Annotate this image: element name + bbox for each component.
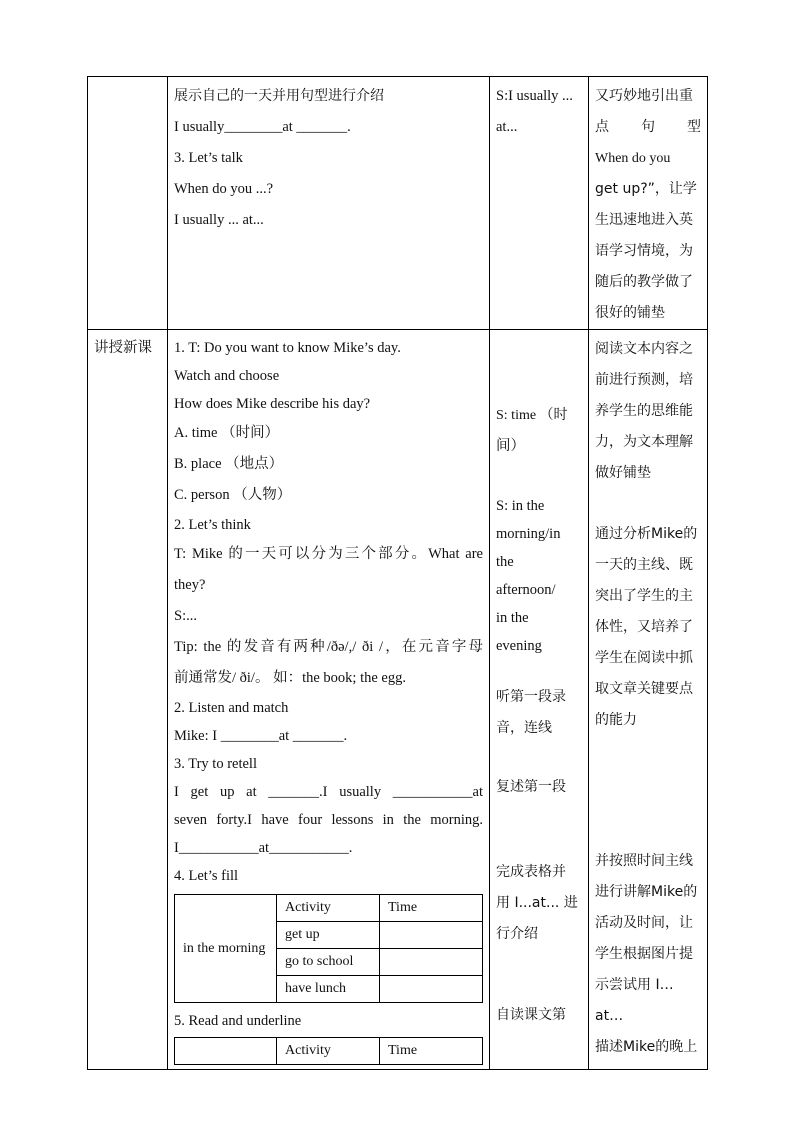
text-line: 很好的铺垫 xyxy=(595,305,665,321)
text-line: 3. Try to retell xyxy=(174,756,257,772)
text-line: 生迅速地进入英 xyxy=(595,212,693,228)
text-line: 2. Listen and match xyxy=(174,700,289,716)
text-line: 点 句 型 xyxy=(595,119,701,135)
stage-cell xyxy=(88,77,168,330)
text-line: at... xyxy=(496,119,518,135)
fill-table-group-cell xyxy=(175,895,277,1003)
text-line: 音，连线 xyxy=(496,720,552,736)
text-line: C. person （人物） xyxy=(174,487,292,503)
text-line: 取文章关键要点 xyxy=(595,681,693,697)
text-line: 前进行预测，培 xyxy=(595,372,693,388)
text-line: get up?”，让学 xyxy=(595,181,697,197)
fill-table-activity-cell: have lunch xyxy=(277,976,380,1003)
text-line: 阅读文本内容之 xyxy=(595,341,693,357)
text-line: S: in the xyxy=(496,498,545,514)
text-line: 学生根据图片提 xyxy=(595,946,693,962)
text-line: 完成表格并 xyxy=(496,864,566,880)
text-line: S:... xyxy=(174,608,197,624)
underline-table-header-time: Time xyxy=(380,1038,483,1065)
text-line: 用 I...at... 进 xyxy=(496,895,578,911)
fill-table-time-cell xyxy=(380,922,483,949)
text-line: 复述第一段 xyxy=(496,779,566,795)
text-line: the xyxy=(496,554,514,570)
text-line: 一天的主线、既 xyxy=(595,557,693,573)
text-line: 描述Mike的晚上 xyxy=(595,1039,698,1055)
text-line: 并按照时间主线 xyxy=(595,853,693,869)
text-line: I usually________at _______. xyxy=(174,119,351,135)
text-line: 4. Let’s fill xyxy=(174,868,239,884)
text-line: T: Mike 的一天可以分为三个部分。What are xyxy=(174,546,483,562)
text-line: 进行讲解Mike的 xyxy=(595,884,698,900)
text-line: A. time （时间） xyxy=(174,425,280,441)
text-line: 1. T: Do you want to know Mike’s day. xyxy=(174,340,401,356)
student-activity-cell xyxy=(490,330,589,1070)
text-line: 2. Let’s think xyxy=(174,517,251,533)
teacher-activity-cell xyxy=(168,77,490,330)
text-line: How does Mike describe his day? xyxy=(174,396,371,412)
text-line: I get up at _______.I usually ___________at xyxy=(174,784,483,800)
text-line: afternoon/ xyxy=(496,582,556,598)
text-line: seven forty.I have four lessons in the morning. xyxy=(174,812,483,828)
table-row xyxy=(88,77,708,330)
text-line: 通过分析Mike的 xyxy=(595,526,698,542)
fill-table-time-cell xyxy=(380,976,483,1003)
text-line: Tip: the 的发音有两种/ðə/,/ ði /，在元音字母 xyxy=(174,639,483,655)
group-label: in the morning xyxy=(183,940,266,956)
text-line: 语学习情境，为 xyxy=(595,243,693,259)
text-line: 前通常发/ ði/。 如：the book; the egg. xyxy=(174,670,406,686)
text-line: 活动及时间，让 xyxy=(595,915,693,931)
fill-table-activity-cell: go to school xyxy=(277,949,380,976)
fill-table-header-activity: Activity xyxy=(277,895,380,922)
teacher-activity-cell xyxy=(168,330,490,1070)
fill-table xyxy=(174,894,483,1003)
design-intent-cell xyxy=(589,330,708,1070)
text-line: When do you xyxy=(595,151,671,166)
text-line: 行介绍 xyxy=(496,926,538,942)
text-line: 的能力 xyxy=(595,712,637,728)
stage-label: 讲授新课 xyxy=(94,340,152,356)
underline-table-blank-cell xyxy=(175,1038,277,1065)
fill-table-time-cell xyxy=(380,949,483,976)
text-line: 学生在阅读中抓 xyxy=(595,650,693,666)
text-line: When do you ...? xyxy=(174,181,274,197)
text-line: 展示自己的一天并用句型进行介绍 xyxy=(174,88,384,104)
text-line: S:I usually ... xyxy=(496,88,573,104)
text-line: 5. Read and underline xyxy=(174,1013,302,1029)
text-line: I___________at___________. xyxy=(174,840,353,856)
fill-table-activity-cell: get up xyxy=(277,922,380,949)
text-line: S: time （时 xyxy=(496,408,568,423)
text-line: 3. Let’s talk xyxy=(174,150,243,166)
text-line: Watch and choose xyxy=(174,368,280,384)
text-line: in the xyxy=(496,610,529,626)
design-intent-cell xyxy=(589,77,708,330)
text-line: 体性，又培养了 xyxy=(595,619,693,635)
text-line: 突出了学生的主 xyxy=(595,588,693,604)
stage-cell xyxy=(88,330,168,1070)
text-line: evening xyxy=(496,638,542,654)
text-line: they? xyxy=(174,577,206,593)
underline-table-header-activity: Activity xyxy=(277,1038,380,1065)
student-activity-cell xyxy=(490,77,589,330)
text-line: 自读课文第 xyxy=(496,1007,566,1023)
text-line: B. place （地点） xyxy=(174,456,284,472)
text-line: 养学生的思维能 xyxy=(595,403,693,419)
text-line: Mike: I ________at _______. xyxy=(174,728,348,744)
text-line: morning/in xyxy=(496,526,561,542)
fill-table-header-time: Time xyxy=(380,895,483,922)
text-line: 间） xyxy=(496,438,525,454)
text-line: 随后的教学做了 xyxy=(595,274,693,290)
text-line: 听第一段录 xyxy=(496,689,566,705)
text-line: 示尝试用 I…at… xyxy=(595,977,674,1024)
table-row xyxy=(88,330,708,1070)
text-line: 做好铺垫 xyxy=(595,465,651,481)
text-line: 又巧妙地引出重 xyxy=(595,88,693,104)
underline-table xyxy=(174,1037,483,1065)
text-line: I usually ... at... xyxy=(174,212,264,228)
text-line: 力，为文本理解 xyxy=(595,434,693,450)
lesson-plan-table xyxy=(87,76,708,1070)
